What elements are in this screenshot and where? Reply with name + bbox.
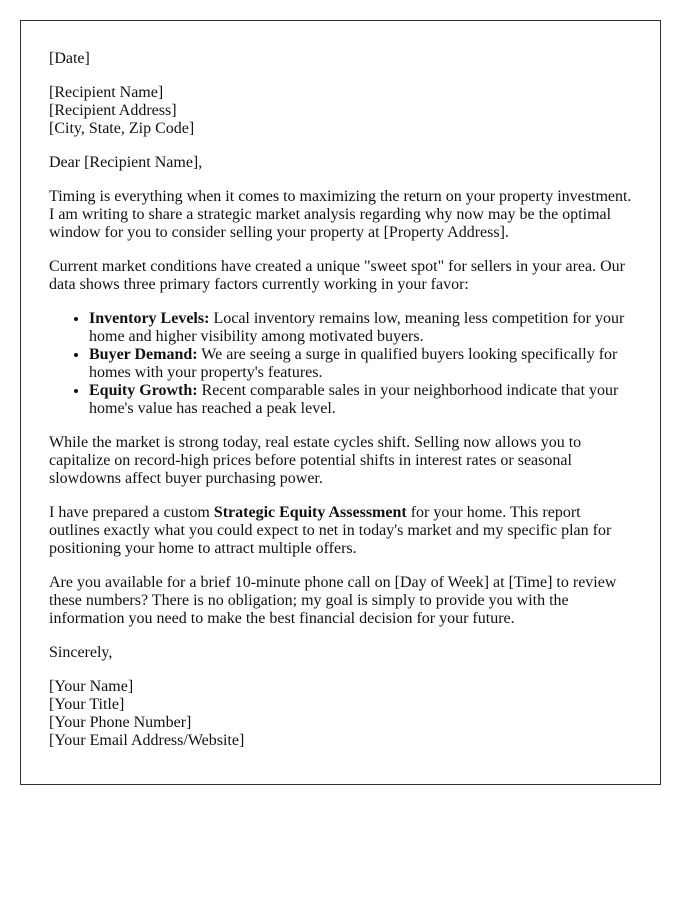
assessment-text-after: for your home. This report outlines exactly what you could expect to net in today's market and my specific plan for positioning your home to attract multiple offers. [49, 504, 612, 557]
salutation: Dear [Recipient Name], [49, 154, 203, 171]
factor-title: Inventory Levels: [89, 310, 210, 327]
assessment-highlight: Strategic Equity Assessment [213, 504, 407, 521]
closing: Sincerely, [49, 644, 113, 661]
assessment-paragraph [49, 504, 632, 558]
call-to-action-paragraph: Are you available for a brief 10-minute phone call on [Day of Week] at [Time] to review these numbers? There is no obligation; my goal is simply to provide you with the information you need to make the best financial decision for your future. [49, 574, 617, 627]
letter-container [20, 20, 661, 785]
letter-date: [Date] [49, 50, 90, 67]
factor-item [89, 346, 632, 382]
signature-block [49, 678, 632, 750]
factor-title: Buyer Demand: [89, 346, 198, 363]
factor-text: We are seeing a surge in qualified buyers looking specifically for homes with your property's features. [89, 346, 618, 381]
sender-title: [Your Title] [49, 696, 125, 713]
sender-email-website: [Your Email Address/Website] [49, 732, 245, 749]
sender-name: [Your Name] [49, 678, 134, 695]
factor-item [89, 310, 632, 346]
recipient-address: [Recipient Address] [49, 102, 177, 119]
recipient-city-state-zip: [City, State, Zip Code] [49, 120, 195, 137]
assessment-text-before: I have prepared a custom [49, 504, 214, 521]
factor-text: Recent comparable sales in your neighborhood indicate that your home's value has reached a peak level. [89, 382, 619, 417]
conditions-paragraph: Current market conditions have created a unique "sweet spot" for sellers in your area. Our data shows three primary factors currently working in your favor: [49, 258, 625, 293]
recipient-name: [Recipient Name] [49, 84, 164, 101]
sender-phone: [Your Phone Number] [49, 714, 192, 731]
factor-text: Local inventory remains low, meaning less competition for your home and higher visibility among motivated buyers. [89, 310, 625, 345]
factor-title: Equity Growth: [89, 382, 198, 399]
recipient-block [49, 84, 632, 138]
cycles-paragraph: While the market is strong today, real estate cycles shift. Selling now allows you to capitalize on record-high prices before potential shifts in interest rates or seasonal slowdowns affect buyer purchasing power. [49, 434, 582, 487]
factors-list [49, 310, 632, 418]
intro-paragraph: Timing is everything when it comes to maximizing the return on your property investment. I am writing to share a strategic market analysis regarding why now may be the optimal window for you to consider selling your property at [Property Address]. [49, 188, 632, 241]
factor-item [89, 382, 632, 418]
